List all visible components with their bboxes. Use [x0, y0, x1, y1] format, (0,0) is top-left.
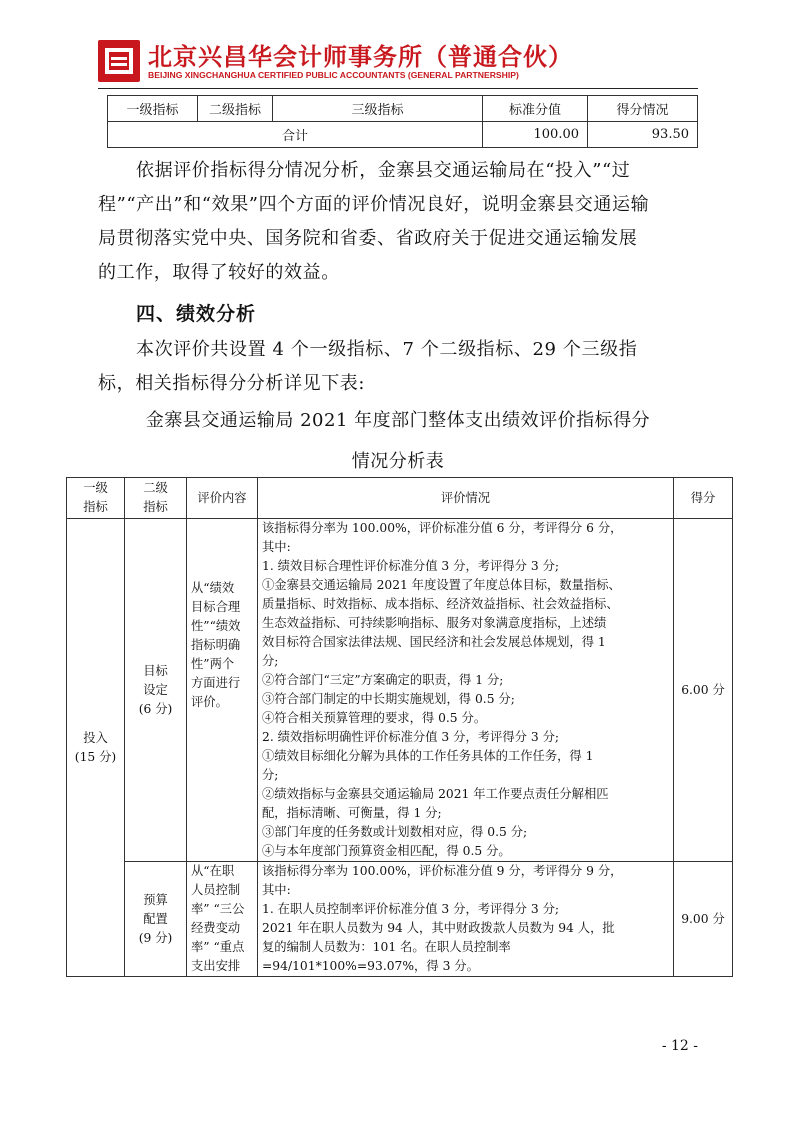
firm-name-english: BEIJING XINGCHANGHUA CERTIFIED PUBLIC ACCOUNTANTS (GENERAL PARTNERSHIP) [148, 70, 519, 80]
content-cell: 从“绩效 目标合理 性”“绩效 指标明确 性”两个 方面进行 评价。 [187, 519, 258, 862]
total-label: 合计 [108, 122, 483, 148]
paragraph-line: 依据评价指标得分情况分析，金寨县交通运输局在“投入”“过 [136, 160, 631, 181]
intro-paragraph [98, 333, 698, 401]
total-score: 93.50 [588, 122, 698, 148]
paragraph-line: 程”“产出”和“效果”四个方面的评价情况良好，说明金寨县交通运输 [98, 194, 650, 215]
situation-cell: 该指标得分率为 100.00%，评价标准分值 6 分，考评得分 6 分， 其中: 1. 绩效目标合理性评价标准分值 3 分，考评得分 3 分; ①金寨县交通运输局 2021 年度设置了年度总体目标，数量指标、 质量指标、时效指标、成本指标、经济效益指标、社会效益指标、 生态效益指标、可持续影响指标、服务对象满意度指标，上述绩 效目标符合国家法律法规、国民经济和社会发展总体规划，得 1 分; ②符合部门“三定”方案确定的职责，得 1 分; ③符合部门制定的中长期实施规划，得 0.5 分; ④符合相关预算管理的要求，得 0.5 分。 2. 绩效指标明确性评价标准分值 3 分，考评得分 3 分; ①绩效目标细化分解为具体的工作任务具体的工作任务，得 1 分; ②绩效指标与金寨县交通运输局 2021 年工作要点责任分解相匹 配，指标清晰、可衡量，得 1 分; ③部门年度的任务数或计划数相对应，得 0.5 分; ④与本年度部门预算资金相匹配，得 0.5 分。 [258, 519, 674, 862]
header-level1: 一级 指标 [67, 478, 125, 519]
table-header-row [108, 96, 698, 122]
level2-cell: 预算 配置 (9 分) [125, 862, 187, 977]
header-cell: 标准分值 [483, 96, 588, 122]
score-cell: 9.00 分 [674, 862, 733, 977]
table-row [67, 519, 733, 862]
paragraph-line: 的工作，取得了较好的效益。 [98, 262, 340, 283]
paragraph-line: 局贯彻落实党中央、国务院和省委、省政府关于促进交通运输发展 [98, 228, 638, 249]
header-rule [98, 88, 698, 89]
analysis-paragraph [98, 154, 698, 290]
page-number: - 12 - [661, 1038, 698, 1054]
header-level2: 二级 指标 [125, 478, 187, 519]
xch-logo-icon [98, 40, 140, 82]
letterhead [98, 36, 698, 88]
level1-cell: 投入 (15 分) [67, 519, 125, 977]
score-cell: 6.00 分 [674, 519, 733, 862]
total-row [108, 122, 698, 148]
header-cell: 三级指标 [273, 96, 483, 122]
header-score: 得分 [674, 478, 733, 519]
content-cell: 从“在职 人员控制 率” “三公 经费变动 率” “重点 支出安排 [187, 862, 258, 977]
level2-cell: 目标 设定 (6 分) [125, 519, 187, 862]
firm-name-chinese: 北京兴昌华会计师事务所（普通合伙） [148, 43, 573, 71]
section-title: 四、绩效分析 [136, 303, 257, 325]
situation-cell: 该指标得分率为 100.00%，评价标准分值 9 分，考评得分 9 分， 其中: 1. 在职人员控制率评价标准分值 3 分，考评得分 3 分; 2021 年在职人员数为 94 人，其中财政拨款人员数为 94 人，批 复的编制人员数为：101 名。在职人员控制率 =94/101*100%=93.07%，得 3 分。 [258, 862, 674, 977]
summary-table [107, 95, 698, 148]
header-cell: 得分情况 [588, 96, 698, 122]
header-cell: 一级指标 [108, 96, 198, 122]
table-row [67, 862, 733, 977]
table-title-line: 情况分析表 [351, 451, 445, 472]
paragraph-line: 标，相关指标得分分析详见下表: [98, 373, 366, 394]
total-standard: 100.00 [483, 122, 588, 148]
table-title-line: 金寨县交通运输局 2021 年度部门整体支出绩效评价指标得分 [145, 410, 651, 431]
header-situation: 评价情况 [258, 478, 674, 519]
paragraph-line: 本次评价共设置 4 个一级指标、7 个二级指标、29 个三级指 [136, 339, 638, 360]
header-cell: 二级指标 [198, 96, 273, 122]
header-content: 评价内容 [187, 478, 258, 519]
table-header-row [67, 478, 733, 519]
indicator-table [66, 477, 733, 977]
